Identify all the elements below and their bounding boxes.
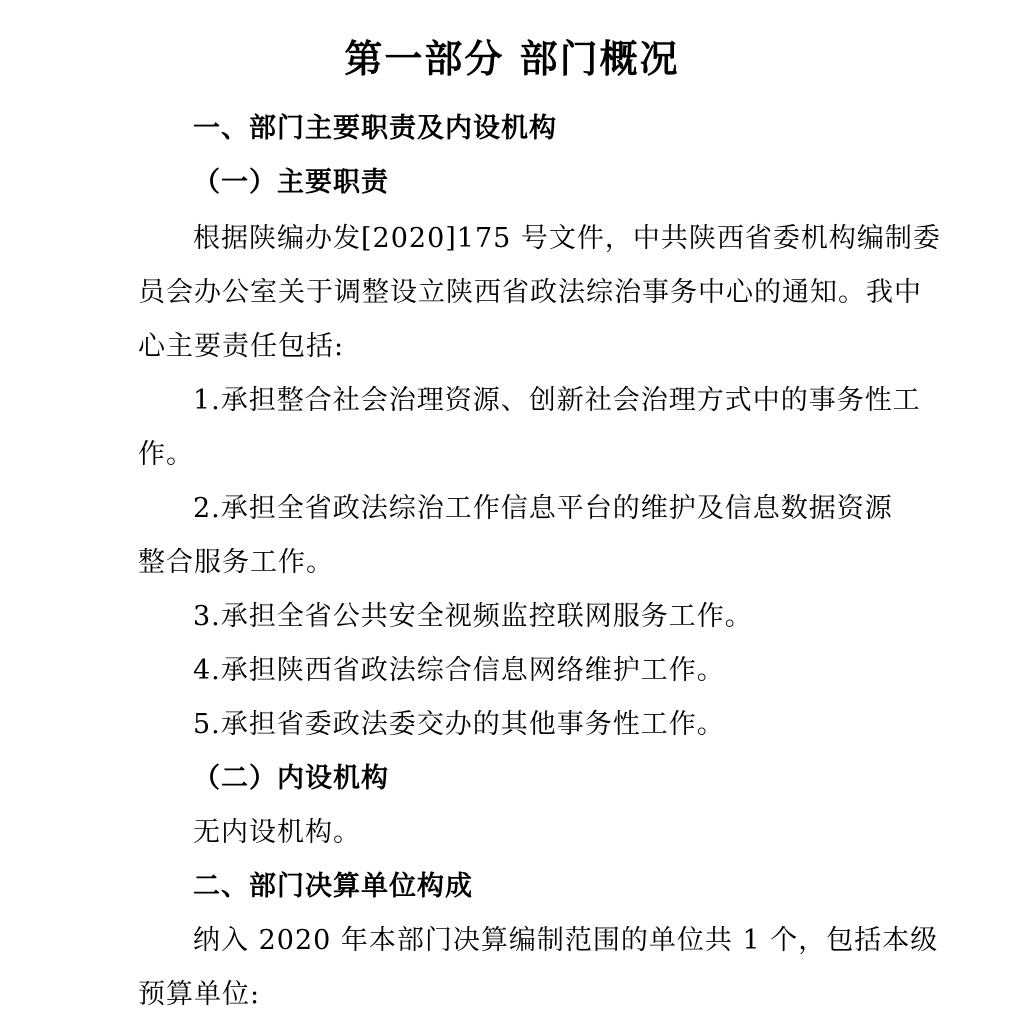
section-heading-budget-units: 二、部门决算单位构成	[193, 871, 473, 902]
section-heading-duties-structure: 一、部门主要职责及内设机构	[193, 113, 557, 144]
subsection-heading-main-duties: （一）主要职责	[193, 167, 389, 198]
duty-item-1-continued: 作。	[138, 439, 194, 470]
duty-item-1: 1.承担整合社会治理资源、创新社会治理方式中的事务性工	[193, 385, 921, 416]
intro-paragraph-line: 心主要责任包括:	[138, 331, 345, 362]
internal-structure-text: 无内设机构。	[193, 817, 361, 848]
duty-item-2: 2.承担全省政法综治工作信息平台的维护及信息数据资源	[193, 493, 893, 524]
duty-item-2-continued: 整合服务工作。	[138, 547, 334, 578]
duty-item-4: 4.承担陕西省政法综合信息网络维护工作。	[193, 655, 725, 686]
page-title: 第一部分 部门概况	[344, 37, 680, 81]
intro-paragraph-line: 员会办公室关于调整设立陕西省政法综治事务中心的通知。我中	[138, 277, 922, 308]
budget-units-paragraph-line: 预算单位:	[138, 979, 261, 1010]
budget-units-paragraph-line: 纳入 2020 年本部门决算编制范围的单位共 1 个，包括本级	[193, 925, 939, 956]
subsection-heading-internal-structure: （二）内设机构	[193, 763, 389, 794]
duty-item-3: 3.承担全省公共安全视频监控联网服务工作。	[193, 601, 753, 632]
duty-item-5: 5.承担省委政法委交办的其他事务性工作。	[193, 709, 725, 740]
intro-paragraph-line: 根据陕编办发[2020]175 号文件，中共陕西省委机构编制委	[193, 223, 941, 254]
